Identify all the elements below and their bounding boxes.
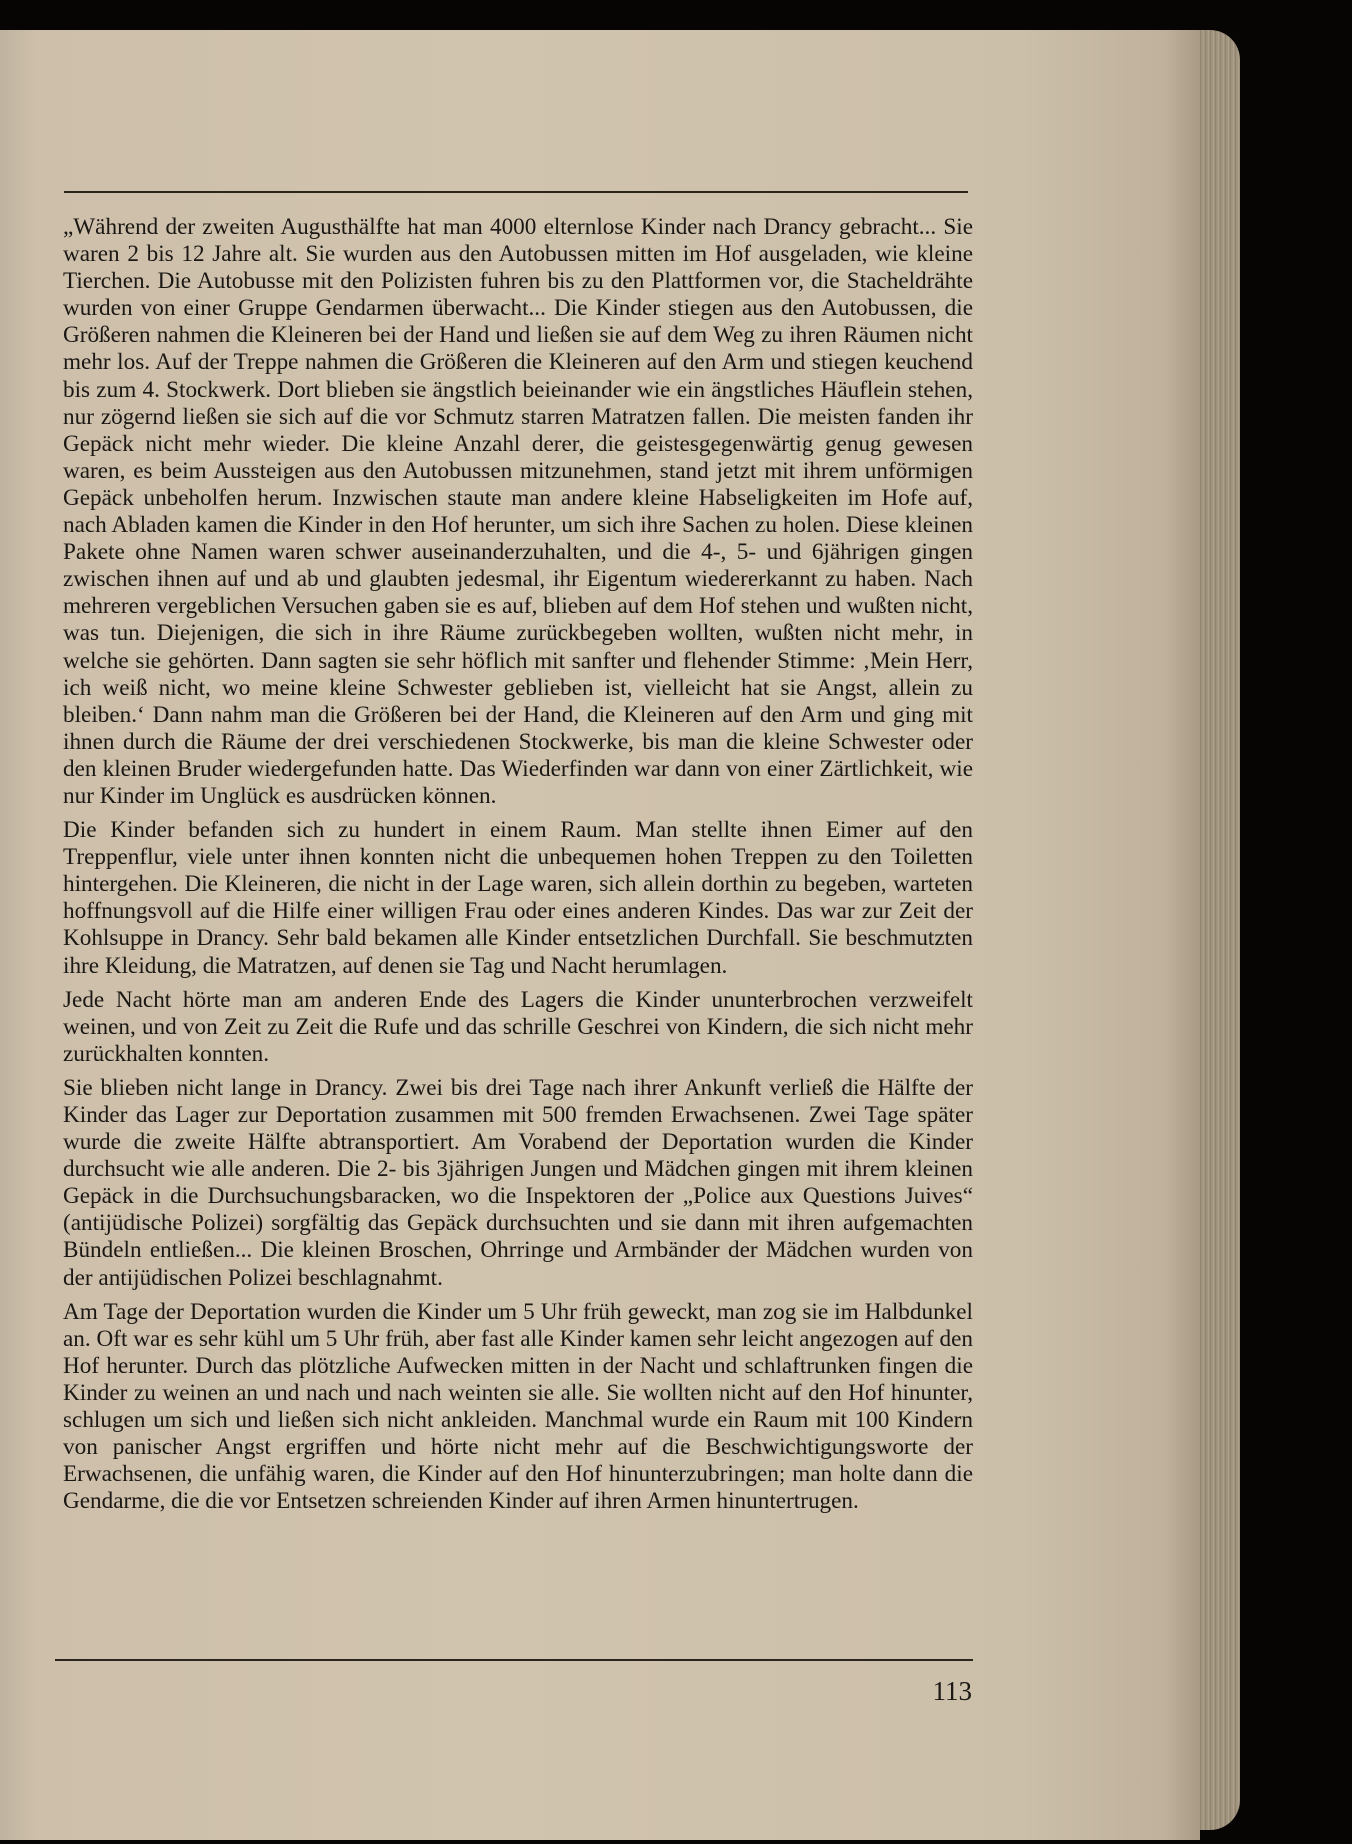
paragraph-3: Jede Nacht hörte man am anderen Ende des Lagers die Kinder ununterbrochen verzweifelt weinen, und von Zeit zu Zeit die Rufe und das schrille Geschrei von Kindern, die sich nicht mehr zurückhalten konnten. (63, 986, 973, 1067)
body-text (63, 214, 973, 1522)
top-rule (64, 191, 968, 193)
paragraph-2: Die Kinder befanden sich zu hundert in einem Raum. Man stellte ihnen Eimer auf den Treppenflur, viele unter ihnen konnten nicht die unbequemen hohen Treppen zu den Toiletten hintergehen. Die Kleineren, die nicht in der Lage waren, sich allein dorthin zu begeben, warteten hoffnungsvoll auf die Hilfe einer willigen Frau oder eines anderen Kindes. Das war zur Zeit der Kohlsuppe in Drancy. Sehr bald bekamen alle Kinder entsetzlichen Durchfall. Sie beschmutzten ihre Kleidung, die Matratzen, auf denen sie Tag und Nacht herumlagen. (63, 817, 973, 979)
paragraph-4: Sie blieben nicht lange in Drancy. Zwei bis drei Tage nach ihrer Ankunft verließ die Hälfte der Kinder das Lager zur Deportation zusammen mit 500 fremden Erwachsenen. Zwei Tage später wurde die zweite Hälfte abtransportiert. Am Vorabend der Deportation wurden die Kinder durchsucht wie alle anderen. Die 2- bis 3jährigen Jungen und Mädchen gingen mit ihrem kleinen Gepäck in die Durchsuchungsbaracken, wo die Inspektoren der „Police aux Questions Juives“ (antijüdische Polizei) sorgfältig das Gepäck durchsuchten und sie dann mit ihren aufgemachten Bündeln entließen... Die kleinen Broschen, Ohrringe und Armbänder der Mädchen wurden von der antijüdischen Polizei beschlagnahmt. (63, 1074, 973, 1291)
bottom-rule (55, 1659, 973, 1661)
paragraph-1: „Während der zweiten Augusthälfte hat man 4000 elternlose Kinder nach Drancy gebracht... Sie waren 2 bis 12 Jahre alt. Sie wurden aus den Autobussen mitten im Hof ausgeladen, wie kleine Tierchen. Die Autobusse mit den Polizisten fuhren bis zu den Plattformen vor, die Stacheldrähte wurden von einer Gruppe Gendarmen überwacht... Die Kinder stiegen aus den Autobussen, die Größeren nahmen die Kleineren bei der Hand und ließen sie auf dem Weg zu ihren Räumen nicht mehr los. Auf der Treppe nahmen die Größeren die Kleineren auf den Arm und stiegen keuchend bis zum 4. Stockwerk. Dort blieben sie ängstlich beieinander wie ein ängstliches Häuflein stehen, nur zögernd ließen sie sich auf die vor Schmutz starren Matratzen fallen. Die meisten fanden ihr Gepäck nicht mehr wieder. Die kleine Anzahl derer, die geistesgegenwärtig genug gewesen waren, es beim Aussteigen aus den Autobussen mitzunehmen, stand jetzt mit ihrem unförmigen Gepäck unbeholfen herum. Inzwischen staute man andere kleine Habseligkeiten im Hofe auf, nach Abladen kamen die Kinder in den Hof herunter, um sich ihre Sachen zu holen. Diese kleinen Pakete ohne Namen waren schwer auseinanderzuhalten, und die 4-, 5- und 6jährigen gingen zwischen ihnen auf und ab und glaubten jedesmal, ihr Eigentum wiedererkannt zu haben. Nach mehreren vergeblichen Versuchen gaben sie es auf, blieben auf dem Hof stehen und wußten nicht, was tun. Diejenigen, die sich in ihre Räume zurückbegeben wollten, wußten nicht mehr, in welche sie gehörten. Dann sagten sie sehr höflich mit sanfter und flehender Stimme: ‚Mein Herr, ich weiß nicht, wo meine kleine Schwester geblieben ist, vielleicht hat sie Angst, allein zu bleiben.‘ Dann nahm man die Größeren bei der Hand, die Kleineren auf den Arm und ging mit ihnen durch die Räume der drei verschiedenen Stockwerke, bis man die kleine Schwester oder den kleinen Bruder wiedergefunden hatte. Das Wiederfinden war dann von einer Zärtlichkeit, wie nur Kinder im Unglück es ausdrücken können. (63, 214, 973, 809)
page-number: 113 (932, 1676, 972, 1706)
paragraph-5: Am Tage der Deportation wurden die Kinder um 5 Uhr früh geweckt, man zog sie im Halbdunkel an. Oft war es sehr kühl um 5 Uhr früh, aber fast alle Kinder kamen sehr leicht angezogen auf den Hof herunter. Durch das plötzliche Aufwecken mitten in der Nacht und schlaftrunken fingen die Kinder zu weinen an und nach und nach weinten sie alle. Sie wollten nicht auf den Hof hinunter, schlugen um sich und ließen sich nicht ankleiden. Manchmal wurde ein Raum mit 100 Kindern von panischer Angst ergriffen und hörte nicht mehr auf die Beschwichtigungsworte der Erwachsenen, die unfähig waren, die Kinder auf den Hof hinunterzubringen; man holte dann die Gendarme, die die vor Entsetzen schreienden Kinder auf ihren Armen hinuntertrugen. (63, 1298, 973, 1515)
